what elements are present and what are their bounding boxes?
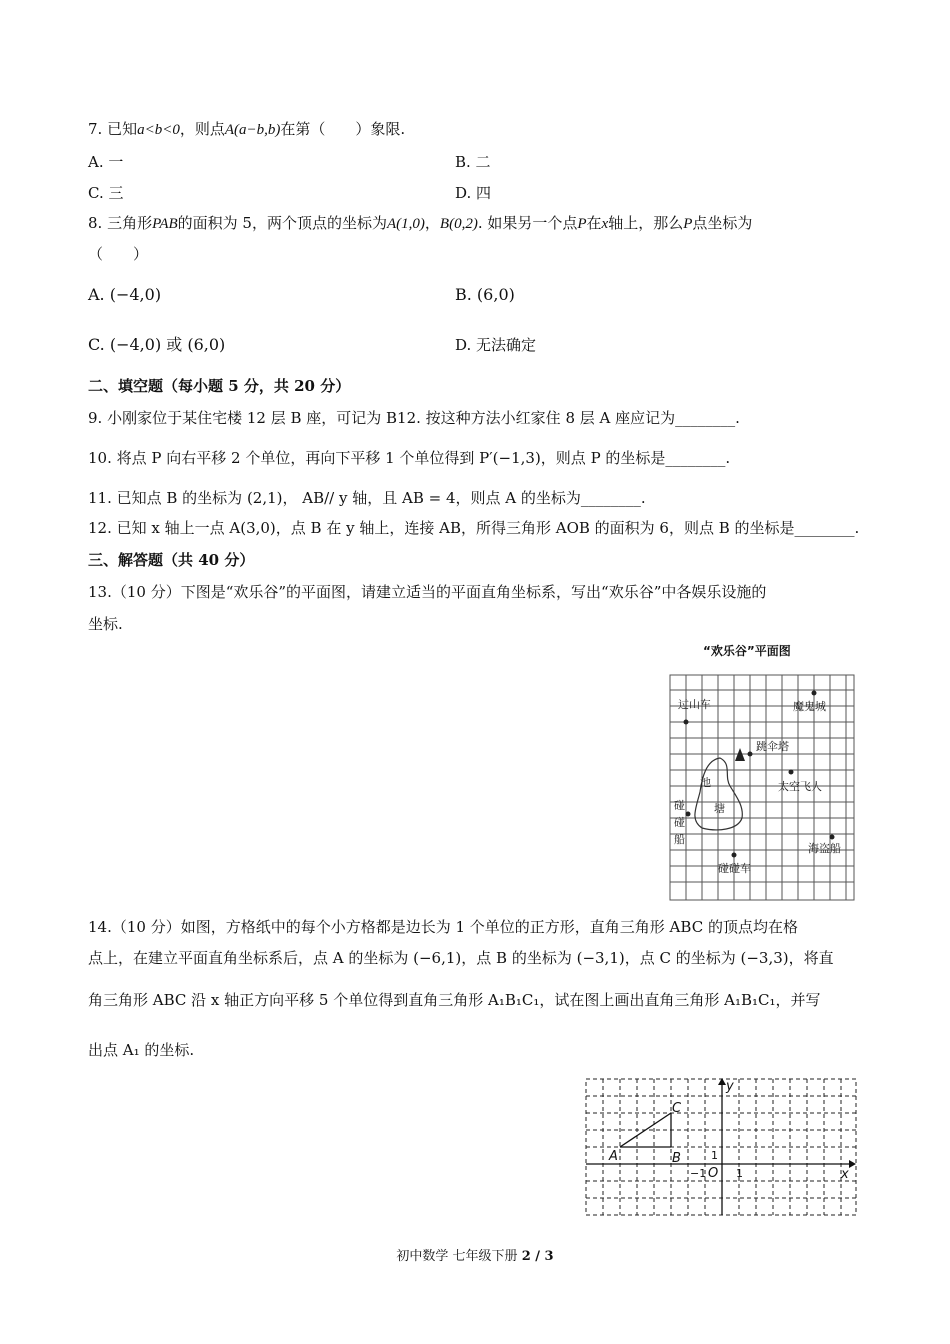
q13-line2: 坐标. [88,615,123,633]
tick-x-neg-one: −1 [690,1167,707,1180]
footer-page: 2 / 3 [521,1249,554,1264]
q12: 12. 已知 x 轴上一点 A(3,0)，点 B 在 y 轴上，连接 AB，所得三角形 AOB 的面积为 6，则点 B 的坐标是________. [88,519,860,537]
q7-option-a: A. 一 [88,153,124,171]
q8-point-a: A(1,0) [386,216,425,232]
label-pond-1: 池 [700,776,711,789]
label-origin: O [708,1166,719,1181]
q8-option-b: B. (6,0) [455,285,515,304]
section2-heading: 二、填空题（每小题 5 分，共 20 分） [88,377,351,395]
tick-y-one: 1 [711,1149,718,1162]
q8-option-c: C. (−4,0) 或 (6,0) [88,335,226,354]
q7-option-d: D. 四 [455,184,492,202]
section3-heading: 三、解答题（共 40 分） [88,551,255,569]
q8-x: x [601,216,609,232]
q10: 10. 将点 P 向右平移 2 个单位，再向下平移 1 个单位得到 P′(−1,3)，则点 P 的坐标是________. [88,449,731,467]
happy-valley-map [662,668,862,908]
q8-p2: P [683,216,693,232]
x-axis-arrow-icon [849,1160,856,1168]
q8-option-d: D. 无法确定 [455,336,537,354]
label-bumper-3: 船 [674,833,685,846]
q7-option-b: B. 二 [455,153,491,171]
label-a: A [609,1149,618,1164]
label-c: C [672,1101,682,1116]
coordinate-grid [583,1076,859,1216]
q8-point-b: B(0,2) [439,216,478,232]
q8-p: P [577,216,587,232]
q8-pre: 8. 三角形 [88,214,153,232]
q7-option-c: C. 三 [88,184,124,202]
q8-on: 在 [586,214,602,232]
q7-stem [88,119,405,140]
q8-sep: ， [424,214,440,232]
q8-post: . 如果另一个点 [477,214,578,232]
q8-coord: 点坐标为 [692,214,753,232]
map-points [684,691,835,858]
q9: 9. 小刚家位于某住宅楼 12 层 B 座，可记为 B12. 按这种方法小红家住 8 层 A 座应记为________. [88,409,740,427]
label-ghost-castle: 魔鬼城 [793,700,826,713]
q13-line1: 13.（10 分）下图是“欢乐谷”的平面图，请建立适当的平面直角坐标系，写出“欢乐谷”中各娱乐设施的 [88,583,767,601]
q14-line1: 14.（10 分）如图，方格纸中的每个小方格都是边长为 1 个单位的正方形，直角三角形 ABC 的顶点均在格 [88,918,798,936]
label-b: B [672,1151,681,1166]
q7-stem-pre: 7. 已知 [88,120,138,138]
label-parachute-tower: 跳伞塔 [756,740,789,753]
label-x: x [841,1167,849,1182]
label-bumper-2: 碰 [674,816,685,829]
label-coaster: 过山车 [678,698,711,711]
q7-stem-post: 在第（ ）象限. [280,120,406,138]
q14-line2: 点上，在建立平面直角坐标系后，点 A 的坐标为 (−6,1)，点 B 的坐标为 (−3,1)，点 C 的坐标为 (−3,3)，将直 [88,949,834,967]
label-y: y [726,1079,734,1094]
q8-triangle: PAB [152,216,178,232]
label-pirate-ship: 海盗船 [808,842,841,855]
tick-x-one: 1 [736,1167,743,1180]
label-bumper-car: 碰碰车 [718,862,751,875]
q14-line3: 角三角形 ABC 沿 x 轴正方向平移 5 个单位得到直角三角形 A₁B₁C₁，试在图上画出直角三角形 A₁B₁C₁，并写 [88,991,821,1009]
map-title: “欢乐谷”平面图 [703,644,791,658]
q8-stem [88,213,752,234]
q7-stem-mid: ，则点 [179,120,225,138]
q14-line4: 出点 A₁ 的坐标. [88,1041,195,1059]
q11: 11. 已知点 B 的坐标为 (2,1)， AB// y 轴，且 AB = 4，则点 A 的坐标为________. [88,489,646,507]
label-bumper-1: 碰 [674,799,685,812]
q8-mid: 的面积为 5，两个顶点的坐标为 [177,214,387,232]
q7-condition: a<b<0 [137,122,180,138]
page-footer [0,1245,950,1264]
q8-option-a: A. (−4,0) [88,285,162,304]
q8-axis-end: 轴上，那么 [608,214,684,232]
q8-paren: （ ） [88,245,149,263]
footer-text: 初中数学 七年级下册 [396,1249,518,1264]
q7-point: A(a−b,b) [224,122,281,138]
label-space-flyer: 太空飞人 [778,780,822,793]
label-pond-2: 塘 [714,802,725,815]
